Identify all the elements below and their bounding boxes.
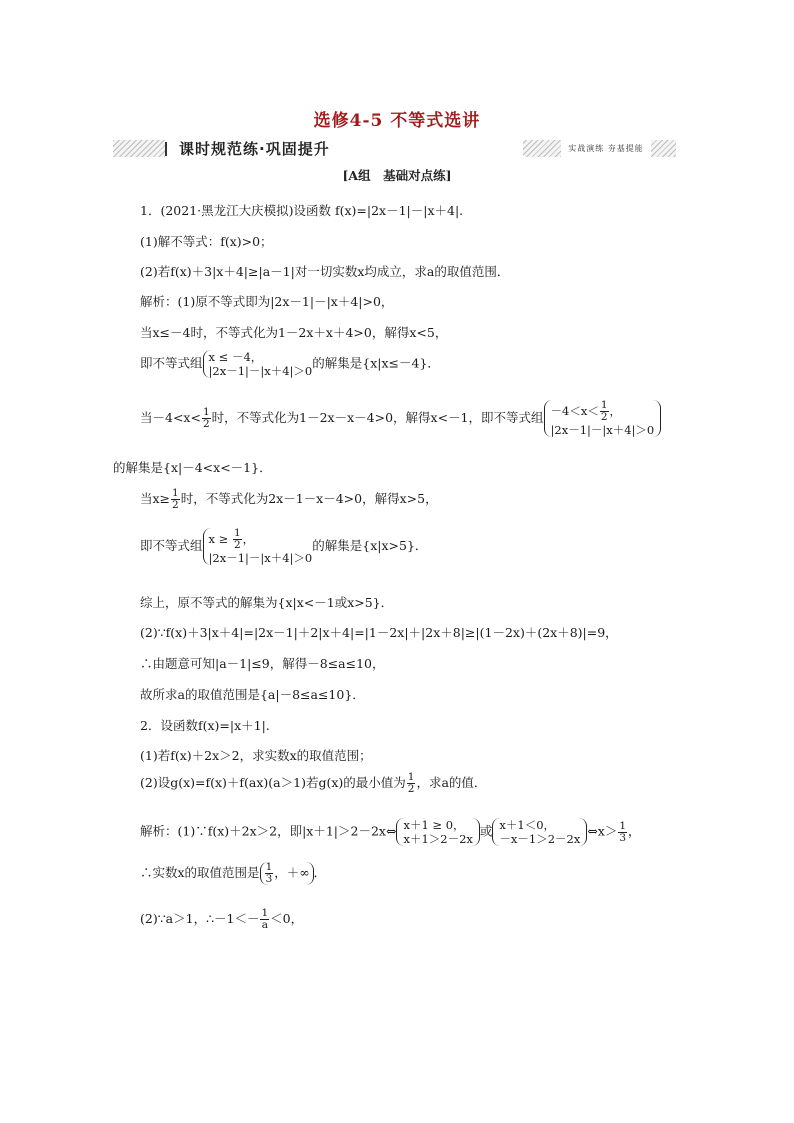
sys-row: x ≤ －4， bbox=[208, 350, 263, 364]
fraction: $\frac{1}{2}$ bbox=[600, 399, 608, 423]
section-banner bbox=[113, 140, 676, 157]
group-label: [A组 基础对点练] bbox=[342, 168, 452, 183]
sys-row: |2x－1|－|x＋4|＞0 bbox=[550, 423, 655, 437]
problem-2-part-1: (1)若f(x)＋2x＞2，求实数x的取值范围； bbox=[140, 748, 372, 763]
sys-row: |2x－1|－|x＋4|＞0 bbox=[208, 364, 313, 378]
solution-1-line: 解析：(1)原不等式即为|2x－1|－|x＋4|>0， bbox=[140, 294, 394, 309]
inequality-system bbox=[203, 528, 313, 565]
solution-2-line: ∴实数x的取值范围是 $\frac{1}{3}$ ，＋∞ ． bbox=[140, 861, 327, 885]
solution-1-line: 当x≤－4时，不等式化为1－2x＋x＋4>0，解得x<5， bbox=[140, 325, 448, 340]
text: 的解集是{x|x≤－4}． bbox=[312, 355, 440, 371]
inequality-system bbox=[203, 350, 313, 378]
sys-row: |2x－1|－|x＋4|＞0 bbox=[208, 551, 313, 565]
solution-2-line: (2)∵a＞1，∴－1＜－ $\frac{1}{a}$ ＜0， bbox=[140, 907, 304, 931]
text: 即不等式组 bbox=[140, 355, 203, 371]
problem-1-part-2: (2)若f(x)＋3|x＋4|≥|a－1|对一切实数x均成立，求a的取值范围． bbox=[140, 264, 510, 279]
solution-1-system-line bbox=[140, 350, 440, 378]
inequality-system: x＋1 ≥ 0， x＋1＞2－2x bbox=[396, 818, 479, 846]
fraction: $\frac{1}{2}$ bbox=[202, 406, 210, 430]
fraction: $\frac{1}{2}$ bbox=[172, 487, 179, 511]
problem-2-part-2: (2)设g(x)=f(x)＋f(ax)(a＞1)若g(x)的最小值为 $\frac{1}{2}$ ，求a的值． bbox=[140, 771, 487, 795]
fraction: $\frac{1}{3}$ bbox=[619, 819, 627, 844]
problem-1: 1．(2021·黑龙江大庆模拟)设函数 f(x)=|2x－1|－|x＋4|. bbox=[140, 203, 464, 218]
fraction: $\frac{1}{a}$ bbox=[261, 907, 269, 931]
fraction: $\frac{1}{2}$ bbox=[407, 771, 415, 795]
solution-1-line: 综上，原不等式的解集为{x|x<－1或x>5}． bbox=[140, 595, 394, 610]
solution-2-line: 解析：(1)∵f(x)＋2x＞2，即|x＋1|＞2－2x⇔ x＋1 ≥ 0， x＋1＞2－2x或 x＋1＜0， －x－1＞2－2x⇔x＞ $\frac{1}{3}$ ， bbox=[140, 818, 641, 846]
banner-tag: 实战演练 夯基提能 bbox=[561, 140, 651, 157]
text: 当－4<x< bbox=[140, 410, 201, 425]
inequality-system: x＋1＜0， －x－1＞2－2x bbox=[492, 818, 587, 846]
fraction: $\frac{1}{2}$ bbox=[233, 527, 241, 551]
problem-2: 2．设函数f(x)=|x＋1|. bbox=[140, 718, 270, 733]
sys-row: x ≥ $\frac{1}{2}$ ， bbox=[208, 527, 255, 551]
interval: $\frac{1}{3}$ ，＋∞ bbox=[260, 862, 314, 885]
solution-1-line: 当x≥ $\frac{1}{2}$ 时，不等式化为2x－1－x－4>0，解得x>5， bbox=[140, 487, 438, 511]
solution-1-line: (2)∵f(x)＋3|x＋4|=|2x－1|＋2|x＋4|=|1－2x|＋|2x＋8|≥|(1－2x)＋(2x＋8)|=9， bbox=[140, 625, 618, 640]
solution-1-line: 故所求a的取值范围是{a|－8≤a≤10}． bbox=[140, 687, 365, 702]
solution-1-system-line: 即不等式组 x ≥ $\frac{1}{2}$ ， |2x－1|－|x＋4|＞0的解集是{x|x>5}． bbox=[140, 527, 428, 565]
banner-title-box bbox=[165, 139, 523, 158]
fraction: $\frac{1}{3}$ bbox=[265, 861, 273, 885]
page-title: 选修4-5 不等式选讲 bbox=[313, 111, 481, 131]
banner-bar-left bbox=[165, 142, 167, 156]
problem-1-part-1: (1)解不等式：f(x)>0； bbox=[140, 234, 273, 249]
text: 时，不等式化为1－2x－x－4>0，解得x<－1，即不等式组 bbox=[211, 410, 544, 425]
banner-title: 课时规范练·巩固提升 bbox=[179, 140, 330, 158]
inequality-system bbox=[544, 400, 662, 437]
solution-1-line: ∴由题意可知|a－1|≤9，解得－8≤a≤10， bbox=[140, 656, 385, 671]
solution-1-system-line bbox=[140, 400, 661, 437]
solution-1-line: 的解集是{x|－4<x<－1}． bbox=[113, 460, 272, 475]
sys-row: －4＜x＜ $\frac{1}{2}$ ， bbox=[550, 399, 622, 423]
